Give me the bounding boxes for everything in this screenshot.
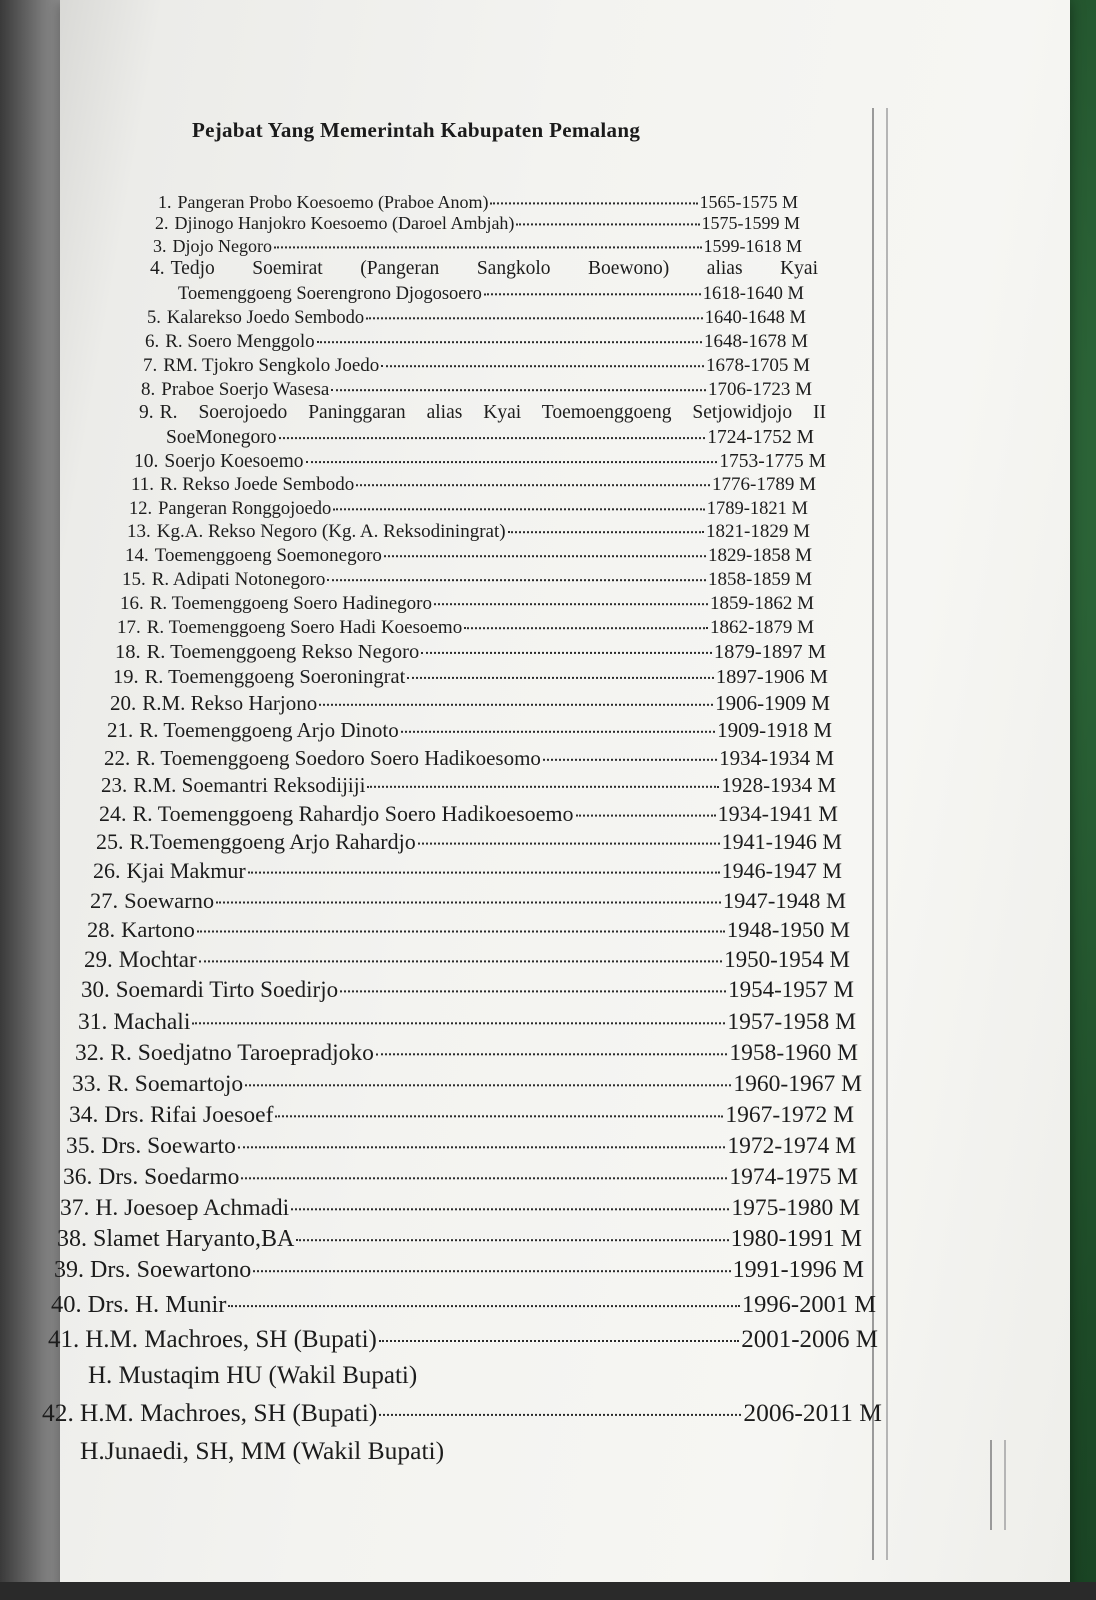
entry-number: 15.: [122, 569, 146, 591]
dot-leader: [296, 1220, 728, 1241]
entry-number: 8.: [141, 379, 156, 401]
dot-leader: [245, 1065, 731, 1086]
entry-name: Praboe Soerjo Wasesa: [161, 379, 330, 401]
list-item: [110, 691, 830, 716]
entry-years: 1991-1996 M: [732, 1257, 864, 1284]
entry-number: 22.: [104, 746, 131, 770]
list-item: [80, 1436, 444, 1466]
entry-number: 27.: [90, 888, 119, 913]
entry-name: Toemenggoeng Soerengrono Djogosoero: [178, 283, 482, 304]
entry-name: R. Adipati Notonegoro: [151, 569, 326, 591]
list-item: [101, 773, 836, 798]
entry-years: 1934-1941 M: [717, 801, 838, 826]
dot-leader: [576, 797, 716, 817]
entry-name: R.M. Soemantri Reksodijiji: [133, 773, 366, 797]
entry-name: Pangeran Probo Koesoemo (Praboe Anom): [177, 192, 489, 213]
entry-years: 1950-1954 M: [724, 947, 850, 973]
entry-years: 1706-1723 M: [708, 379, 812, 401]
dot-leader: [279, 421, 706, 439]
entry-years: 1957-1958 M: [727, 1008, 856, 1035]
list-item: [54, 1256, 864, 1284]
entry-number: 30.: [81, 977, 110, 1003]
list-item: [81, 977, 854, 1003]
dot-leader: [248, 854, 720, 874]
dot-leader: [418, 825, 720, 845]
entry-years: 1859-1862 M: [710, 593, 814, 615]
list-item: [158, 192, 798, 213]
list-item: [99, 801, 838, 827]
dot-leader: [192, 1003, 725, 1024]
entry-name: R. Soero Menggolo: [165, 331, 315, 353]
entry-number: 19.: [113, 666, 139, 689]
dot-leader: [376, 1034, 727, 1055]
list-item: [84, 947, 850, 973]
entry-name: Soewarno: [124, 888, 215, 913]
entry-name: SoeMonegoro: [166, 426, 277, 448]
entry-number: 28.: [87, 917, 116, 942]
entry-name: Drs. Soedarmo: [98, 1163, 240, 1190]
entry-name: Drs. H. Munir: [87, 1290, 227, 1318]
entry-number: 33.: [72, 1070, 102, 1097]
entry-name: Soemardi Tirto Soedirjo: [115, 977, 339, 1003]
dot-leader: [356, 469, 710, 486]
entry-years: 1928-1934 M: [721, 773, 836, 797]
list-item: [153, 236, 802, 257]
dot-leader: [381, 350, 704, 367]
entry-name: R. Rekso Joede Sembodo: [160, 474, 355, 496]
entry-name: Djojo Negoro: [172, 236, 272, 257]
entry-name: R. Toemenggoeng Soero Hadinegoro: [149, 593, 432, 615]
entry-years: 1879-1897 M: [713, 641, 826, 664]
entry-number: 6.: [145, 331, 160, 353]
entry-years: 1789-1821 M: [706, 498, 808, 519]
entry-number: 23.: [101, 773, 128, 797]
page-edge-lines-lower: [990, 1440, 1006, 1530]
dot-leader: [401, 714, 715, 733]
entry-name: R. Toemenggoeng Rahardjo Soero Hadikoesoemo: [132, 801, 574, 826]
entry-number: 11.: [131, 474, 155, 496]
list-item: [63, 1163, 858, 1191]
dot-leader: [331, 374, 706, 391]
entry-years: 1958-1960 M: [729, 1039, 858, 1066]
list-item: [88, 1362, 417, 1390]
list-item: [42, 1398, 882, 1428]
entry-years: 1967-1972 M: [725, 1101, 854, 1128]
entry-number: 37.: [60, 1194, 90, 1221]
entry-name: Mochtar: [118, 947, 197, 973]
list-item: [90, 888, 846, 914]
entry-name: H.Junaedi, SH, MM (Wakil Bupati): [80, 1436, 445, 1465]
entry-years: 1862-1879 M: [710, 617, 814, 639]
entry-number: 9.: [139, 402, 154, 423]
dot-leader: [516, 209, 699, 225]
list-item: [57, 1225, 862, 1253]
entry-number: 17.: [117, 617, 141, 639]
entry-years: 1934-1934 M: [719, 746, 834, 770]
entry-years: 1909-1918 M: [717, 718, 832, 742]
entry-number: 12.: [129, 498, 153, 519]
entry-number: 10.: [134, 450, 159, 472]
entry-number: 18.: [115, 641, 141, 664]
page-title: Pejabat Yang Memerintah Kabupaten Pemalang: [192, 118, 641, 142]
entry-number: 26.: [93, 858, 121, 883]
dot-leader: [379, 1320, 739, 1342]
entry-years: 1776-1789 M: [712, 474, 816, 496]
list-item: [96, 829, 842, 855]
dot-leader: [543, 742, 717, 761]
entry-number: 5.: [147, 307, 161, 328]
entry-years: 1954-1957 M: [728, 977, 854, 1003]
entry-name: RM. Tjokro Sengkolo Joedo: [163, 355, 380, 377]
entry-name: Kalarekso Joedo Sembodo: [166, 307, 365, 328]
entry-number: 31.: [78, 1008, 108, 1035]
dot-leader: [216, 884, 721, 904]
entry-years: 1575-1599 M: [701, 213, 800, 234]
list-item: [75, 1039, 858, 1067]
list-item: [155, 213, 800, 234]
entry-years: 1980-1991 M: [730, 1226, 862, 1253]
entry-number: 34.: [69, 1101, 99, 1128]
entry-number: 16.: [120, 593, 144, 615]
entry-name: Machali: [113, 1008, 191, 1035]
dot-leader: [306, 445, 718, 463]
list-item: [113, 665, 828, 689]
dot-leader: [366, 302, 703, 319]
entry-number: 39.: [54, 1257, 84, 1284]
list-item: [78, 1008, 856, 1036]
entry-name: Soerjo Koesoemo: [164, 450, 304, 472]
entry-name: Tedjo Soemirat (Pangeran Sangkolo Boewono) alias Kyai: [170, 258, 818, 279]
entry-years: 1996-2001 M: [741, 1290, 876, 1318]
dot-leader: [319, 687, 713, 706]
entry-years: 1821-1829 M: [706, 521, 810, 543]
entry-number: 40.: [51, 1290, 82, 1318]
entry-number: 3.: [153, 236, 167, 257]
dot-leader: [434, 588, 708, 605]
entry-years: 2006-2011 M: [743, 1398, 882, 1427]
dot-leader: [421, 636, 712, 654]
entry-name: Kartono: [121, 917, 195, 942]
list-item: [72, 1070, 862, 1098]
entry-number: 20.: [110, 691, 137, 715]
entry-name: R.M. Rekso Harjono: [142, 691, 318, 715]
entry-years: 1897-1906 M: [715, 666, 828, 689]
entry-years: 1648-1678 M: [704, 331, 808, 353]
entry-number: 24.: [99, 801, 127, 826]
entry-number: 41.: [48, 1326, 80, 1353]
entry-years: 1753-1775 M: [719, 450, 826, 472]
list-item: [87, 917, 850, 943]
entry-number: 36.: [63, 1163, 93, 1190]
entry-number: 14.: [125, 545, 149, 567]
entry-years: 1599-1618 M: [703, 236, 802, 257]
entry-name: R. Toemenggoeng Soedoro Soero Hadikoesomo: [136, 746, 541, 770]
entry-name: R. Toemenggoeng Soero Hadi Koesoemo: [146, 617, 463, 639]
dot-leader: [407, 661, 714, 679]
dot-leader: [464, 612, 708, 629]
dot-leader: [490, 188, 697, 204]
entry-name: R. Soerojoedo Paninggaran alias Kyai Toemoenggoeng Setjowidjojo II: [159, 402, 826, 423]
dot-leader: [197, 913, 725, 933]
entry-name: R. Toemenggoeng Soeroningrat: [144, 666, 406, 689]
dot-leader: [238, 1127, 726, 1148]
entry-name: Slamet Haryanto,BA: [93, 1226, 295, 1253]
entry-name: Kg.A. Rekso Negoro (Kg. A. Reksodiningrat): [156, 521, 506, 543]
entry-name: H.M. Machroes, SH (Bupati): [85, 1326, 377, 1353]
dot-leader: [367, 769, 719, 788]
entry-name: H.M. Machroes, SH (Bupati): [79, 1398, 378, 1427]
entry-number: 1.: [158, 192, 172, 213]
list-item: [48, 1325, 878, 1354]
entry-years: 1618-1640 M: [702, 283, 804, 304]
list-item: [104, 746, 834, 771]
entry-years: 1565-1575 M: [699, 192, 798, 213]
entry-years: 1948-1950 M: [726, 917, 850, 942]
entry-years: 1975-1980 M: [731, 1194, 860, 1221]
dot-leader: [333, 493, 704, 510]
entry-years: 1858-1859 M: [708, 569, 812, 591]
entry-name: Pangeran Ronggojoedo: [158, 498, 332, 519]
dot-leader: [327, 564, 706, 581]
entry-years: 1947-1948 M: [722, 888, 846, 913]
entry-number: 35.: [66, 1132, 96, 1159]
list-item: [51, 1290, 876, 1319]
dot-leader: [379, 1394, 741, 1416]
dot-leader: [384, 540, 706, 557]
entry-name: Drs. Soewartono: [90, 1257, 252, 1284]
entry-number: 42.: [42, 1398, 74, 1427]
entry-years: 1960-1967 M: [733, 1070, 862, 1097]
entry-years: 1941-1946 M: [721, 829, 842, 854]
list-item: [129, 497, 808, 520]
dot-leader: [241, 1158, 727, 1179]
entry-years: 1974-1975 M: [729, 1163, 858, 1190]
dot-leader: [275, 1096, 723, 1117]
entry-name: Toemenggoeng Soemonegoro: [154, 545, 382, 567]
entry-name: H. Mustaqim HU (Wakil Bupati): [88, 1362, 418, 1389]
list-item: [150, 258, 818, 280]
entry-name: R. Soemartojo: [107, 1070, 244, 1097]
dot-leader: [274, 232, 702, 248]
entry-name: R. Toemenggoeng Rekso Negoro: [146, 641, 420, 664]
dot-leader: [484, 278, 701, 295]
dot-leader: [340, 972, 726, 992]
entry-number: 7.: [143, 355, 158, 377]
entry-number: 25.: [96, 829, 124, 854]
entry-name: R. Soedjatno Taroepradjoko: [110, 1039, 374, 1066]
list-item: [93, 858, 842, 884]
entry-number: 38.: [57, 1226, 87, 1253]
dot-leader: [508, 516, 704, 533]
entry-number: 4.: [150, 258, 165, 279]
entry-name: Drs. Soewarto: [101, 1132, 236, 1159]
entry-number: 32.: [75, 1039, 105, 1066]
entry-years: 1678-1705 M: [706, 355, 810, 377]
entry-number: 29.: [84, 947, 113, 973]
list-item: [66, 1132, 856, 1160]
entry-years: 1972-1974 M: [727, 1132, 856, 1159]
dot-leader: [317, 326, 702, 343]
dot-leader: [253, 1251, 730, 1272]
entry-name: Kjai Makmur: [126, 858, 246, 883]
entry-name: R.Toemenggoeng Arjo Rahardjo: [129, 829, 416, 854]
dot-leader: [199, 942, 722, 962]
entry-name: H. Joesoep Achmadi: [95, 1194, 290, 1221]
list-item: [107, 718, 832, 743]
entry-number: 21.: [107, 718, 134, 742]
list-item: [141, 378, 812, 401]
dot-leader: [291, 1189, 729, 1210]
bottom-edge: [0, 1582, 1096, 1600]
entry-years: 1829-1858 M: [708, 545, 812, 567]
entry-number: 13.: [127, 521, 151, 543]
entry-name: Drs. Rifai Joesoef: [104, 1101, 274, 1128]
list-item: [60, 1194, 860, 1222]
dot-leader: [228, 1285, 739, 1307]
entry-name: R. Toemenggoeng Arjo Dinoto: [139, 718, 399, 742]
entry-name: Djinogo Hanjokro Koesoemo (Daroel Ambjah): [174, 213, 515, 234]
entry-years: 2001-2006 M: [741, 1326, 878, 1353]
entry-years: 1906-1909 M: [715, 691, 830, 715]
entry-years: 1946-1947 M: [721, 858, 842, 883]
entry-years: 1640-1648 M: [704, 307, 806, 328]
list-item: [69, 1101, 854, 1129]
entry-number: 2.: [155, 213, 169, 234]
entry-years: 1724-1752 M: [707, 426, 814, 448]
